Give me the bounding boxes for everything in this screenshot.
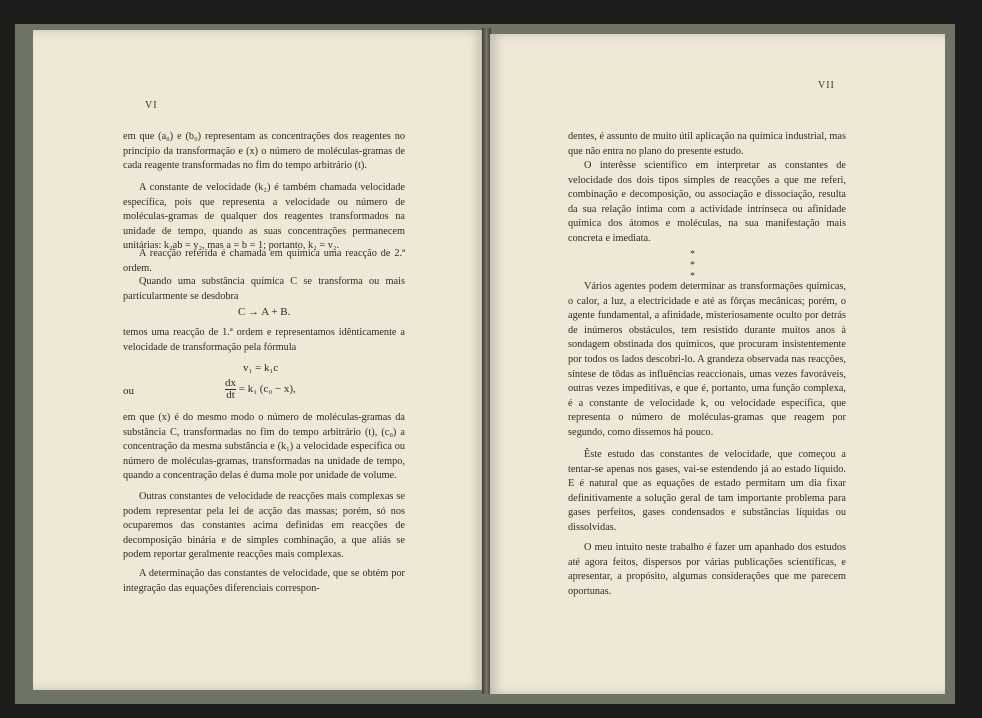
- paragraph: A constante de velocidade (k₂) é também chamada velocidade específica, pois que representa a velocidade ou número de moléculas-gramas de qualquer dos reagentes transformados na unidade de tempo, quando as suas concentrações permanecem unitárias: k₂ab = v₂, mas a = b = 1; portanto, k₂ = v₂.: [123, 182, 405, 252]
- paragraph: Outras constantes de velocidade de reacções mais complexas se podem representar pela lei de acção das massas; porém, só nos ocuparemos das constantes acima definidas em reacções de decomposição binária e de simples combinação, a que aliás se podem reportar geralmente reacções mais complexas.: [123, 491, 405, 561]
- paragraph: O meu intuito neste trabalho é fazer um apanhado dos estudos até agora feitos, dispersos por várias publicações scientíficas, e apresentar, a propósito, algumas considerações que me parecem oportunas.: [568, 542, 846, 597]
- paragraph: Quando uma substância química C se transforma ou mais particularmente se desdobra: [123, 276, 405, 302]
- paragraph: em que (x) é do mesmo modo o número de moléculas-gramas da substância C, transformadas no fim do tempo arbitrário (t), (c₀) a concentração da mesma substância e (k₁) a velocidade específica ou número de moléculas-gramas, transformadas na unidade de tempo, quando a concentração delas é duma mole por unidade de volume.: [123, 412, 405, 482]
- fraction-denominator: dt: [226, 389, 235, 401]
- paragraph: em que (a₀) e (b₀) representam as concentrações dos reagentes no princípio da transformação e (x) o número de moléculas-gramas de cada reagente transformadas no fim do tempo arbitrário (t).: [123, 131, 405, 172]
- paragraph: Vários agentes podem determinar as transformações químicas, o calor, a luz, a electricidade e até as fôrças mecânicas; porém, o agente fundamental, a afinidade, misteriosamente oculto por detrás de inúmeros obstáculos, tem resistido durante muitos anos à sondagem obstinada dos químicos, que procuram insistentemente por todos os lados descobri-lo. A grandeza observada nas reacções, síntese de tôdas as influências reaccionais, umas vezes favoráveis, outras vezes impeditivas, e que é, portanto, uma função complexa, é a constante de velocidade k, ou velocidade específica, que representa o número de moléculas-gramas que reagem por segundo, como dissemos há pouco.: [568, 281, 846, 438]
- equation-ou: ou: [123, 385, 134, 397]
- fraction-numerator: dx: [225, 377, 236, 389]
- paragraph: A reacção referida é chamada em química uma reacção de 2.ª ordem.: [123, 248, 405, 274]
- fraction: [225, 378, 236, 401]
- equation-differential: [225, 378, 296, 401]
- page-number-left: VI: [145, 100, 158, 111]
- equation-decomposition: C → A + B.: [238, 306, 291, 318]
- left-page: [33, 30, 483, 690]
- paragraph: O interêsse scientífico em interpretar as constantes de velocidade dos dois tipos simples de reacções a que me referi, combinação e decomposição, ou associação e dissociação, resulta da sua relação íntima com a actividade intrínseca ou afinidade química dos átomos e moléculas, na sua manifestação mais concreta e imediata.: [568, 160, 846, 244]
- equation-rhs: = k₁ (c₀ − x),: [238, 383, 296, 396]
- page-number-right: VII: [818, 80, 835, 91]
- paragraph: temos uma reacção de 1.ª ordem e representamos idênticamente a velocidade de transformação pela fórmula: [123, 327, 405, 353]
- right-page: [490, 34, 945, 694]
- paragraph: dentes, é assunto de muito útil aplicação na química industrial, mas que não entra no plano do presente estudo.: [568, 131, 846, 157]
- separator-text: * * *: [690, 249, 695, 282]
- paragraph: A determinação das constantes de velocidade, que se obtém por integração das equações diferenciais correspon-: [123, 568, 405, 594]
- paragraph: Êste estudo das constantes de velocidade, que começou a tentar-se apenas nos gases, vai-se estendendo já ao estado líquido. E é natural que as equações de estado permitam um dia fixar definitivamente a solução geral de tam importante problema para gases perfeitos, gases condensados e substâncias líquidas ou dissolvidas.: [568, 449, 846, 533]
- equation-velocity: v₁ = k₁c: [243, 362, 279, 374]
